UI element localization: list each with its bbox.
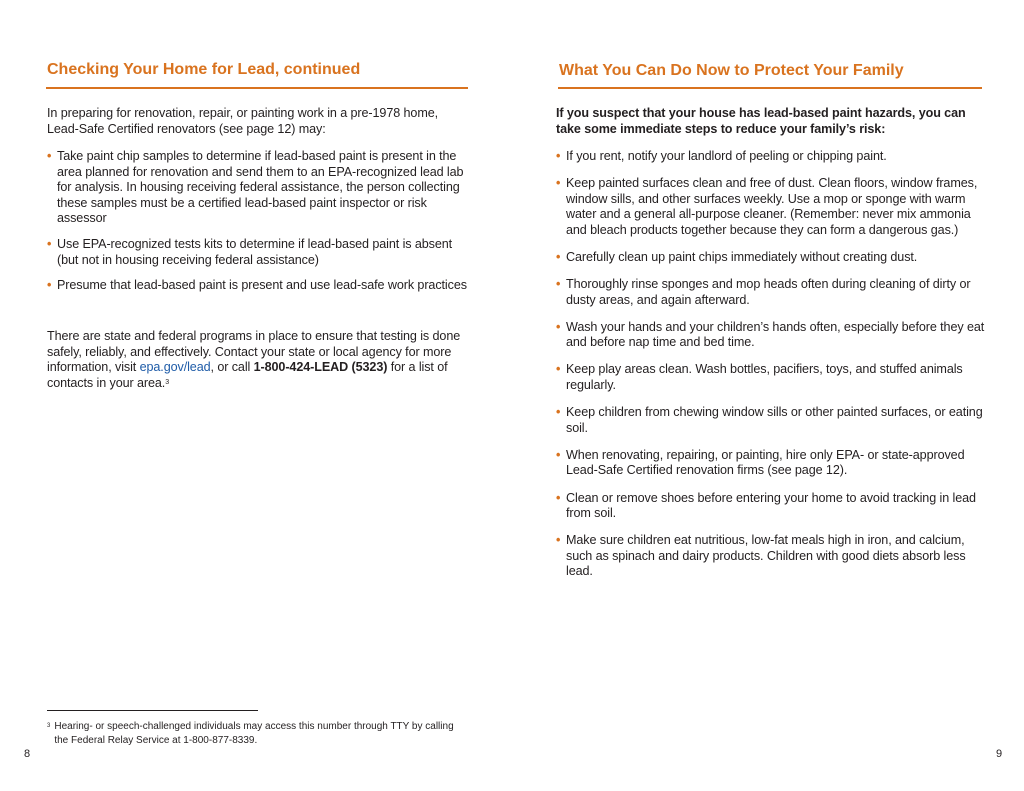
list-item: [47, 278, 467, 294]
list-item: [556, 149, 986, 165]
bullet-dot-icon: •: [556, 249, 561, 264]
list-item: [556, 405, 986, 436]
footnote: [47, 720, 467, 748]
bullet-dot-icon: •: [556, 405, 561, 420]
bullet-dot-icon: •: [556, 533, 561, 548]
right-heading-rule: [558, 87, 982, 89]
left-closing-paragraph: [47, 329, 467, 391]
bullet-dot-icon: •: [556, 319, 561, 334]
list-item-text: When renovating, repairing, or painting, hire only EPA- or state-approved Lead-Safe Certified renovation firms (see page 12).: [566, 447, 965, 478]
list-item-text: Clean or remove shoes before entering your home to avoid tracking in lead from soil.: [566, 490, 976, 521]
bullet-dot-icon: •: [47, 278, 52, 293]
closing-text-3: for a list of contacts in your area.: [47, 360, 448, 390]
list-item: [556, 362, 986, 393]
page-number-left: 8: [24, 748, 31, 760]
list-item-text: Presume that lead-based paint is present and use lead-safe work practices: [57, 278, 467, 293]
right-page-heading: What You Can Do Now to Protect Your Family: [559, 62, 904, 79]
footnote-text: Hearing- or speech-challenged individuals may access this number through TTY by calling the Federal Relay Service at 1-800-877-8339.: [54, 721, 454, 746]
bullet-dot-icon: •: [556, 149, 561, 163]
list-item-text: If you rent, notify your landlord of peeling or chipping paint.: [566, 149, 887, 163]
list-item: [556, 176, 986, 238]
closing-text-1: There are state and federal programs in place to ensure that testing is done safely, reliably, and effectively. Contact your state or local agency for more information, visit: [47, 329, 461, 375]
list-item: [47, 149, 467, 227]
closing-text-2: , or call: [210, 360, 254, 375]
left-bullet-list: [47, 149, 467, 304]
list-item-text: Take paint chip samples to determine if lead-based paint is present in the area planned for renovation and send them to an EPA-recognized lead lab for analysis. In housing receiving federal assistance, the person collecting these samples must be a certified lead-based paint inspector or risk assessor: [57, 149, 464, 226]
list-item: [556, 277, 986, 308]
bullet-dot-icon: •: [47, 236, 52, 251]
epa-lead-link[interactable]: epa.gov/lead: [139, 360, 211, 375]
right-lead-paragraph: If you suspect that your house has lead-based paint hazards, you can take some immediate steps to reduce your family’s risk:: [556, 106, 966, 136]
list-item-text: Wash your hands and your children’s hands often, especially before they eat and before nap time and bed time.: [566, 319, 985, 350]
left-intro-paragraph: In preparing for renovation, repair, or painting work in a pre-1978 home, Lead-Safe Certified renovators (see page 12) may:: [47, 106, 439, 136]
list-item: [556, 533, 986, 580]
list-item-text: Thoroughly rinse sponges and mop heads often during cleaning of dirty or dusty areas, and again afterward.: [566, 277, 971, 307]
page-number-right: 9: [996, 748, 1003, 760]
list-item: [556, 320, 986, 351]
bullet-dot-icon: •: [556, 490, 561, 505]
list-item: [556, 250, 986, 266]
list-item-text: Carefully clean up paint chips immediately without creating dust.: [566, 249, 918, 264]
list-item: [556, 448, 986, 479]
list-item-text: Keep play areas clean. Wash bottles, pacifiers, toys, and stuffed animals regularly.: [566, 362, 963, 393]
left-page-heading: Checking Your Home for Lead, continued: [47, 61, 361, 78]
left-heading-rule: [46, 87, 468, 89]
lead-hotline-number: 1-800-424-LEAD (5323): [253, 360, 388, 375]
list-item-text: Keep children from chewing window sills or other painted surfaces, or eating soil.: [566, 405, 983, 435]
list-item-text: Make sure children eat nutritious, low-fat meals high in iron, and calcium, such as spinach and dairy products. Children with good diets absorb less lead.: [566, 533, 966, 579]
bullet-dot-icon: •: [556, 277, 561, 292]
right-bullet-list: [556, 149, 986, 591]
right-page: [512, 0, 1024, 791]
bullet-dot-icon: •: [556, 176, 561, 191]
list-item-text: Keep painted surfaces clean and free of dust. Clean floors, window frames, window sills, and other surfaces weekly. Use a mop or sponge with warm water and a general all-purpose cleaner. (Remember: never mix ammonia and bleach products together because they can form a dangerous gas.): [566, 176, 978, 237]
bullet-dot-icon: •: [556, 447, 561, 462]
footnote-marker: 3: [47, 723, 51, 729]
list-item: [556, 491, 986, 522]
bullet-dot-icon: •: [47, 149, 52, 163]
list-item-text: Use EPA-recognized tests kits to determine if lead-based paint is absent (but not in housing receiving federal assistance): [57, 236, 453, 267]
bullet-dot-icon: •: [556, 362, 561, 377]
footnote-divider: [47, 710, 258, 711]
footnote-reference: 3: [165, 378, 170, 386]
list-item: [47, 237, 467, 268]
